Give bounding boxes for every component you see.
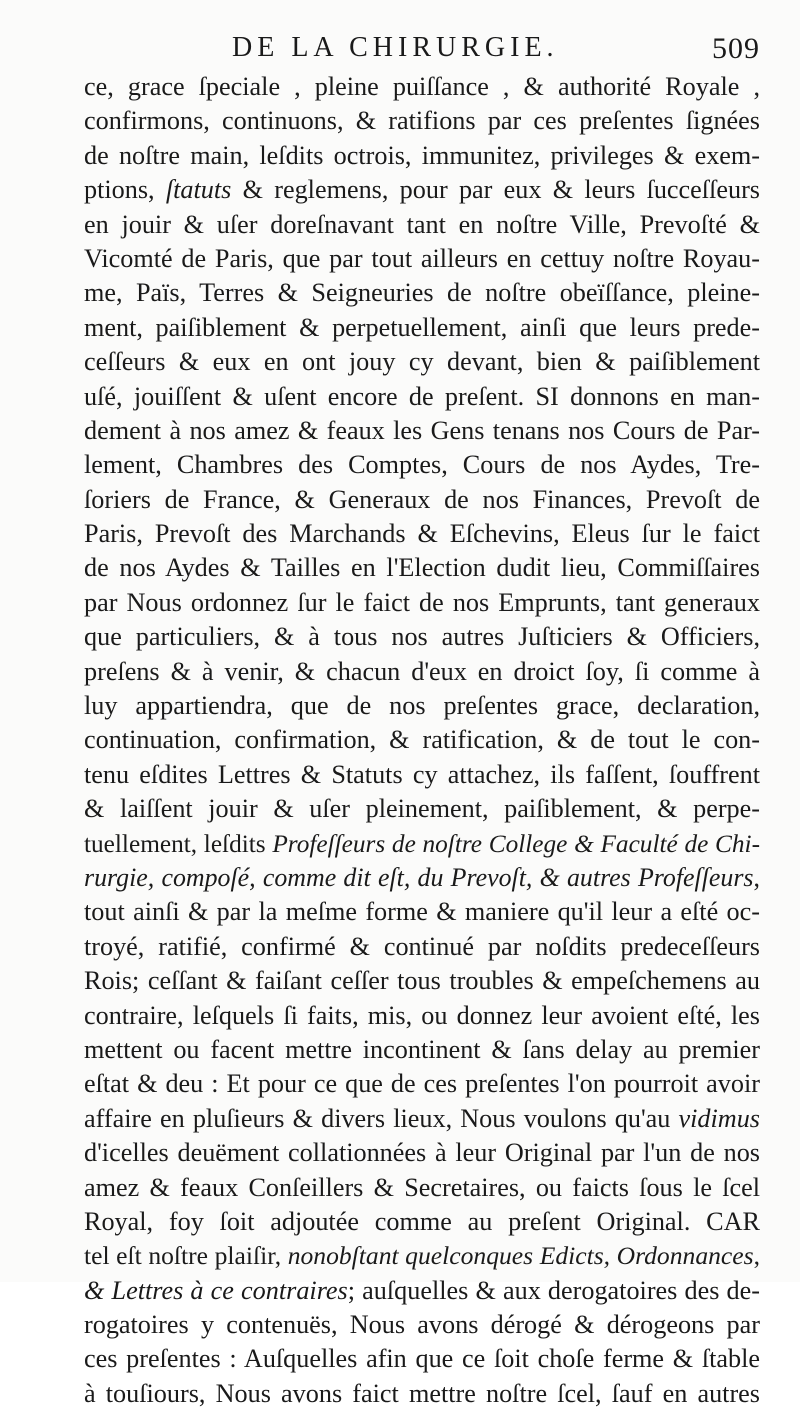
text-line: de noſtre main, leſdits octrois, immunitez, privileges & exem- <box>84 140 760 170</box>
text-line: ſoriers de France, & Generaux de nos Finances, Prevoſt de <box>84 484 760 514</box>
running-title: DE LA CHIRURGIE. <box>232 32 559 63</box>
roman-text: & reglemens, pour par eux & leurs ſucceſſeurs <box>231 175 760 205</box>
text-line: à touſiours, Nous avons faict mettre noſtre ſcel, ſauf en autres <box>84 1378 760 1408</box>
text-line: en jouir & uſer doreſnavant tant en noſtre Ville, Prevoſté & <box>84 209 760 239</box>
text-line: Royal, foy ſoit adjoutée comme au preſent Original. CAR <box>84 1206 760 1236</box>
text-line: Vicomté de Paris, que par tout ailleurs en cettuy noſtre Royau- <box>84 243 760 273</box>
italic-text: vidimus <box>678 1103 760 1133</box>
text-line: troyé, ratifié, confirmé & continué par noſdits predeceſſeurs <box>84 931 760 961</box>
italic-text: ſtatuts <box>165 175 232 205</box>
text-line <box>84 1274 760 1308</box>
italic-text: nonobſtant quelconques Edicts, Ordonnances <box>287 1241 754 1271</box>
roman-text: , <box>753 1241 760 1271</box>
roman-text: ; auſquelles & aux derogatoires des de- <box>347 1275 760 1305</box>
italic-text: Profeſſeurs de noſtre College & Faculté de Chi- <box>272 829 760 858</box>
text-line <box>84 1239 760 1273</box>
text-line: Rois; ceſſant & faiſant ceſſer tous troubles & empeſchemens au <box>84 966 760 996</box>
roman-text: tel eſt noſtre plaiſir, <box>84 1241 288 1271</box>
text-line: uſé, jouiſſent & uſent encore de preſent. SI donnons en man- <box>84 381 760 411</box>
text-line: amez & feaux Conſeillers & Secretaires, ou faicts ſous le ſcel <box>84 1172 760 1202</box>
text-line: que particuliers, & à tous nos autres Juſticiers & Officiers, <box>84 622 760 652</box>
text-line <box>84 861 760 895</box>
running-head <box>220 28 760 68</box>
text-line: ces preſentes : Auſquelles afin que ce ſoit choſe ferme & ſtable <box>84 1344 760 1374</box>
text-line: d'icelles deuëment collationnées à leur Original par l'un de nos <box>84 1138 760 1168</box>
text-line: par Nous ordonnez ſur le faict de nos Emprunts, tant generaux <box>84 587 760 617</box>
text-line <box>84 173 760 207</box>
text-line: dement à nos amez & feaux les Gens tenans nos Cours de Par- <box>84 415 760 445</box>
text-line: & laiſſent jouir & uſer pleinement, paiſiblement, & perpe- <box>84 794 760 824</box>
text-line: Paris, Prevoſt des Marchands & Eſchevins, Eleus ſur le faict <box>84 519 760 549</box>
text-line: continuation, confirmation, & ratification, & de tout le con- <box>84 725 760 755</box>
text-line: tenu eſdites Lettres & Statuts cy attachez, ils faſſent, ſouffrent <box>84 759 760 789</box>
text-line <box>84 1102 760 1136</box>
roman-text: tuellement, leſdits <box>84 829 273 858</box>
text-line: ce, grace ſpeciale , pleine puiſſance , & authorité Royale , <box>84 72 760 101</box>
text-line: mettent ou facent mettre incontinent & ſans delay au premier <box>84 1034 760 1064</box>
text-line: ment, paiſiblement & perpetuellement, ainſi que leurs prede- <box>84 312 760 342</box>
text-line: contraire, leſquels ſi faits, mis, ou donnez leur avoient eſté, les <box>84 1000 760 1030</box>
text-line: lement, Chambres des Comptes, Cours de nos Aydes, Tre- <box>84 450 760 480</box>
text-line: de nos Aydes & Tailles en l'Election dudit lieu, Commiſſaires <box>84 553 760 583</box>
text-line <box>84 827 760 861</box>
text-line: ceſſeurs & eux en ont jouy cy devant, bien & paiſiblement <box>84 347 760 377</box>
text-line: tout ainſi & par la meſme forme & maniere qu'il leur a eſté oc- <box>84 897 760 927</box>
roman-text: ptions, <box>84 175 166 205</box>
roman-text: affaire en pluſieurs & divers lieux, Nous voulons qu'au <box>84 1103 679 1133</box>
body-text <box>84 70 760 1411</box>
roman-text: , <box>753 862 760 892</box>
text-line: rogatoires y contenuës, Nous avons dérogé & dérogeons par <box>84 1310 760 1340</box>
text-line: luy appartiendra, que de nos preſentes grace, declaration, <box>84 691 760 721</box>
text-line: me, Païs, Terres & Seigneuries de noſtre obeïſſance, pleine- <box>84 278 760 308</box>
text-line: eſtat & deu : Et pour ce que de ces preſentes l'on pourroit avoir <box>84 1069 760 1099</box>
italic-text: rurgie, compoſé, comme dit eſt, du Prevoſt, & autres Profeſſeurs <box>84 862 754 892</box>
page-number: 509 <box>712 32 760 65</box>
text-line: confirmons, continuons, & ratifions par ces preſentes ſignées <box>84 106 760 136</box>
text-line: preſens & à venir, & chacun d'eux en droict ſoy, ſi comme à <box>84 656 760 686</box>
italic-text: & Lettres à ce contraires <box>84 1275 348 1305</box>
